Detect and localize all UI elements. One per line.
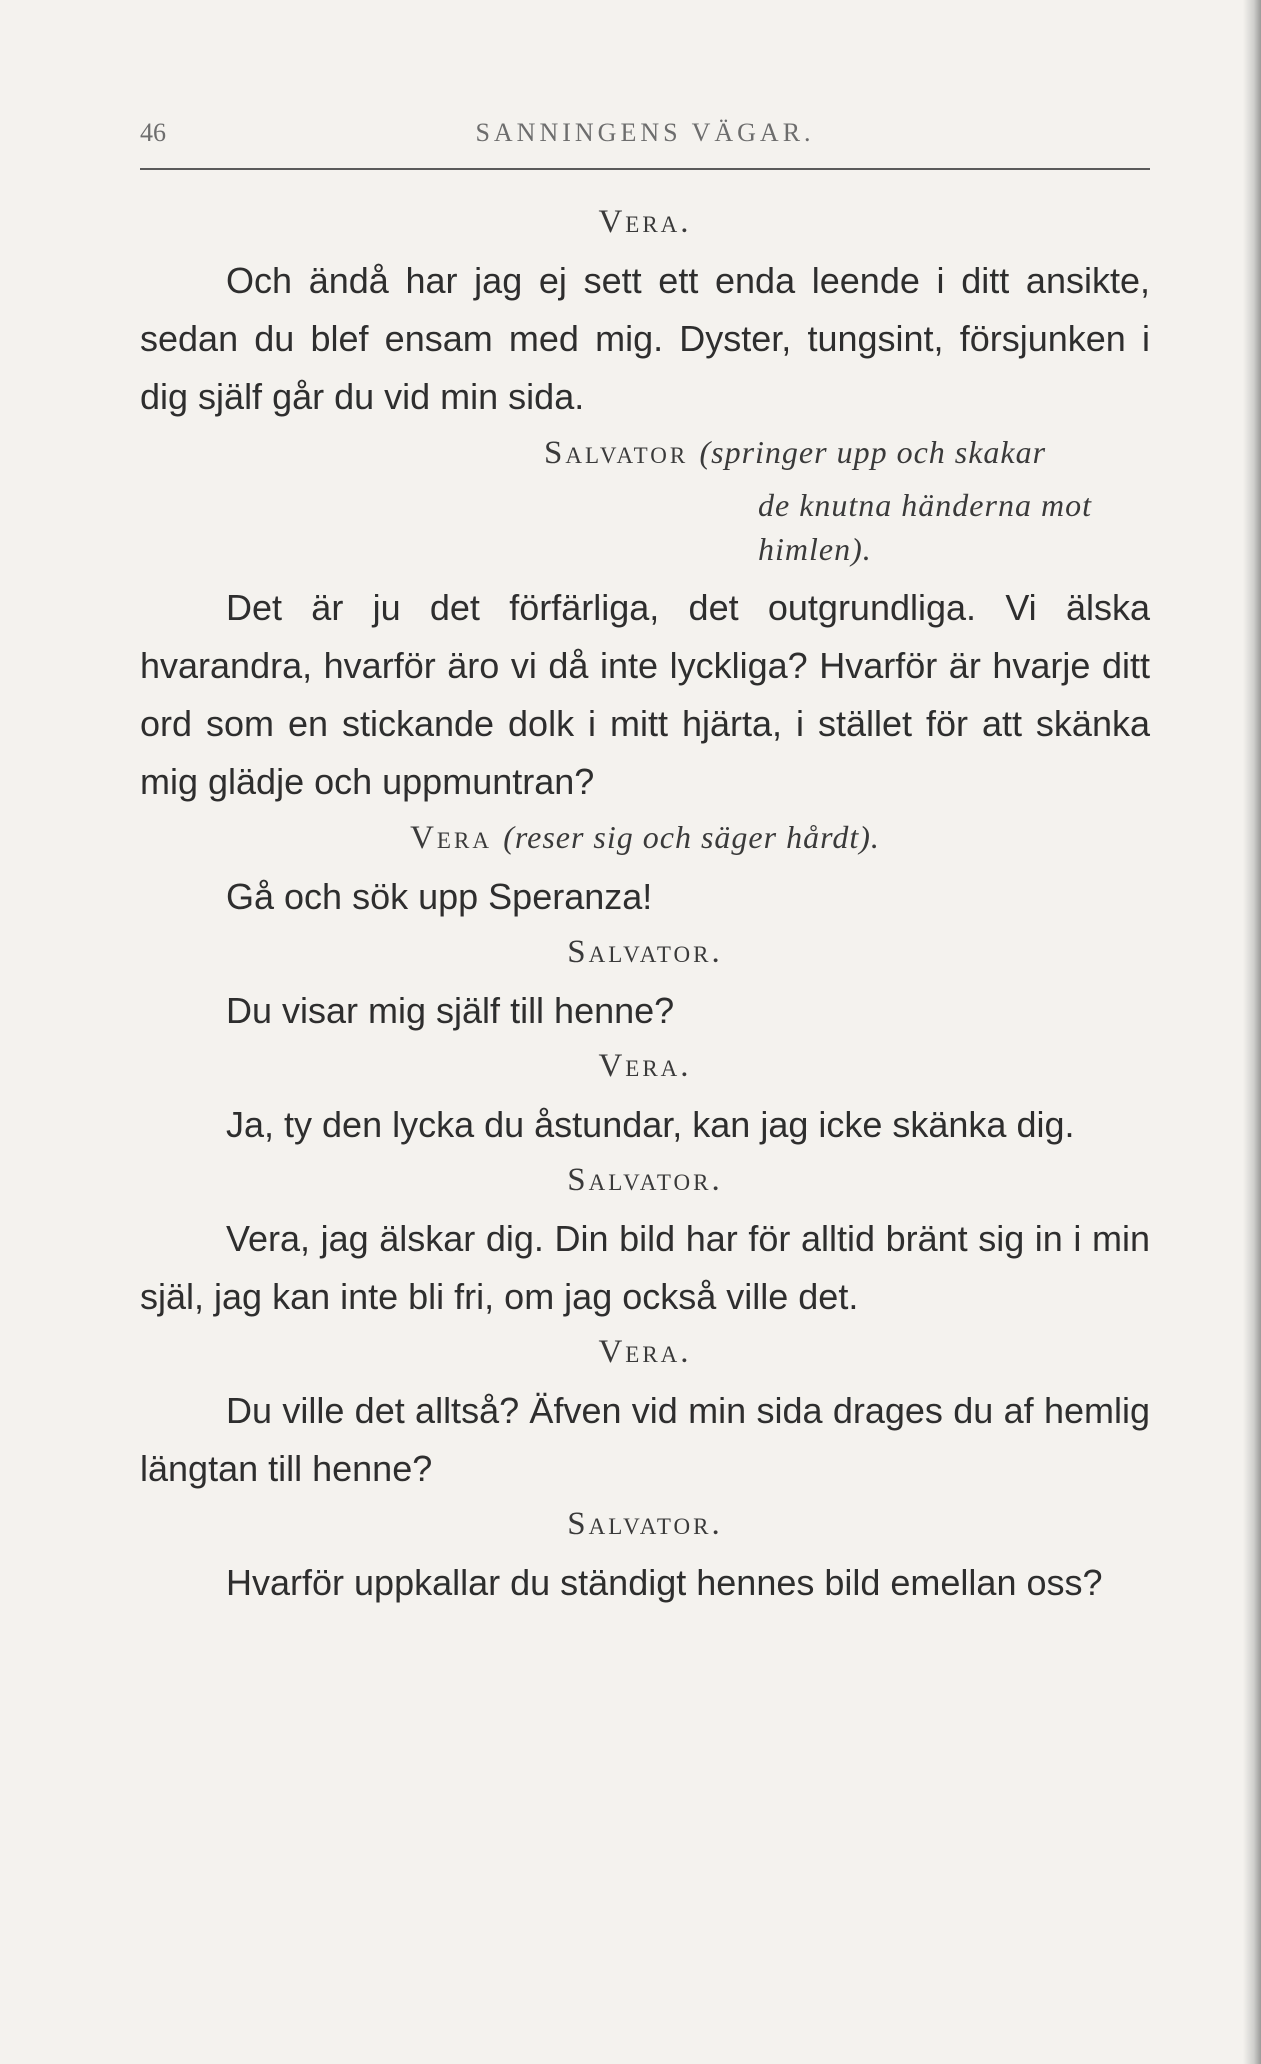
- speech-paragraph: Ja, ty den lycka du åstundar, kan jag icke skänka dig.: [226, 1104, 1075, 1145]
- dialogue-text: [140, 196, 1150, 1616]
- speech-paragraph: Du ville det alltså? Äfven vid min sida drages du af hemlig längtan till henne?: [140, 1390, 1150, 1489]
- stage-direction: (reser sig och säger hårdt).: [503, 819, 880, 855]
- speaker-vera: Vera.: [598, 204, 692, 240]
- running-head: SANNINGENS VÄGAR.: [475, 118, 815, 147]
- speaker-name: Salvator: [544, 435, 689, 471]
- header-rule: [140, 168, 1150, 170]
- speaker-salvator: Salvator.: [567, 1506, 723, 1542]
- speech-paragraph: Du visar mig själf till henne?: [226, 990, 675, 1031]
- speech-paragraph: Och ändå har jag ej sett ett enda leende i ditt ansikte, sedan du blef ensam med mig. Dyster, tungsint, försjunken i dig själf går du vid min sida.: [140, 260, 1150, 417]
- stage-direction-line: himlen).: [758, 531, 872, 567]
- speech-paragraph: Hvarför uppkallar du ständigt hennes bild emellan oss?: [226, 1562, 1103, 1603]
- speech-paragraph: Vera, jag älskar dig. Din bild har för alltid bränt sig in i min själ, jag kan inte bli fri, om jag också ville det.: [140, 1218, 1150, 1317]
- speaker-vera: Vera.: [598, 1048, 692, 1084]
- stage-direction-line: de knutna händerna mot: [758, 487, 1092, 523]
- stage-direction-continued: [140, 483, 1150, 571]
- page-header: [140, 118, 1150, 158]
- page-edge-shadow: [1243, 0, 1261, 2064]
- speaker-salvator: [140, 430, 1150, 475]
- speaker-vera: [140, 815, 1150, 860]
- page-number: 46: [140, 118, 166, 147]
- speaker-salvator: Salvator.: [567, 934, 723, 970]
- speaker-name: Vera: [410, 820, 492, 856]
- stage-direction: (springer upp och skakar: [699, 434, 1047, 470]
- speech-paragraph: Gå och sök upp Speranza!: [226, 876, 653, 917]
- speaker-salvator: Salvator.: [567, 1162, 723, 1198]
- speaker-vera: Vera.: [598, 1334, 692, 1370]
- speech-paragraph: Det är ju det förfärliga, det outgrundliga. Vi älska hvarandra, hvarför äro vi då inte lyckliga? Hvarför är hvarje ditt ord som en stickande dolk i mitt hjärta, i stället för att skänka mig glädje och uppmuntran?: [140, 587, 1150, 802]
